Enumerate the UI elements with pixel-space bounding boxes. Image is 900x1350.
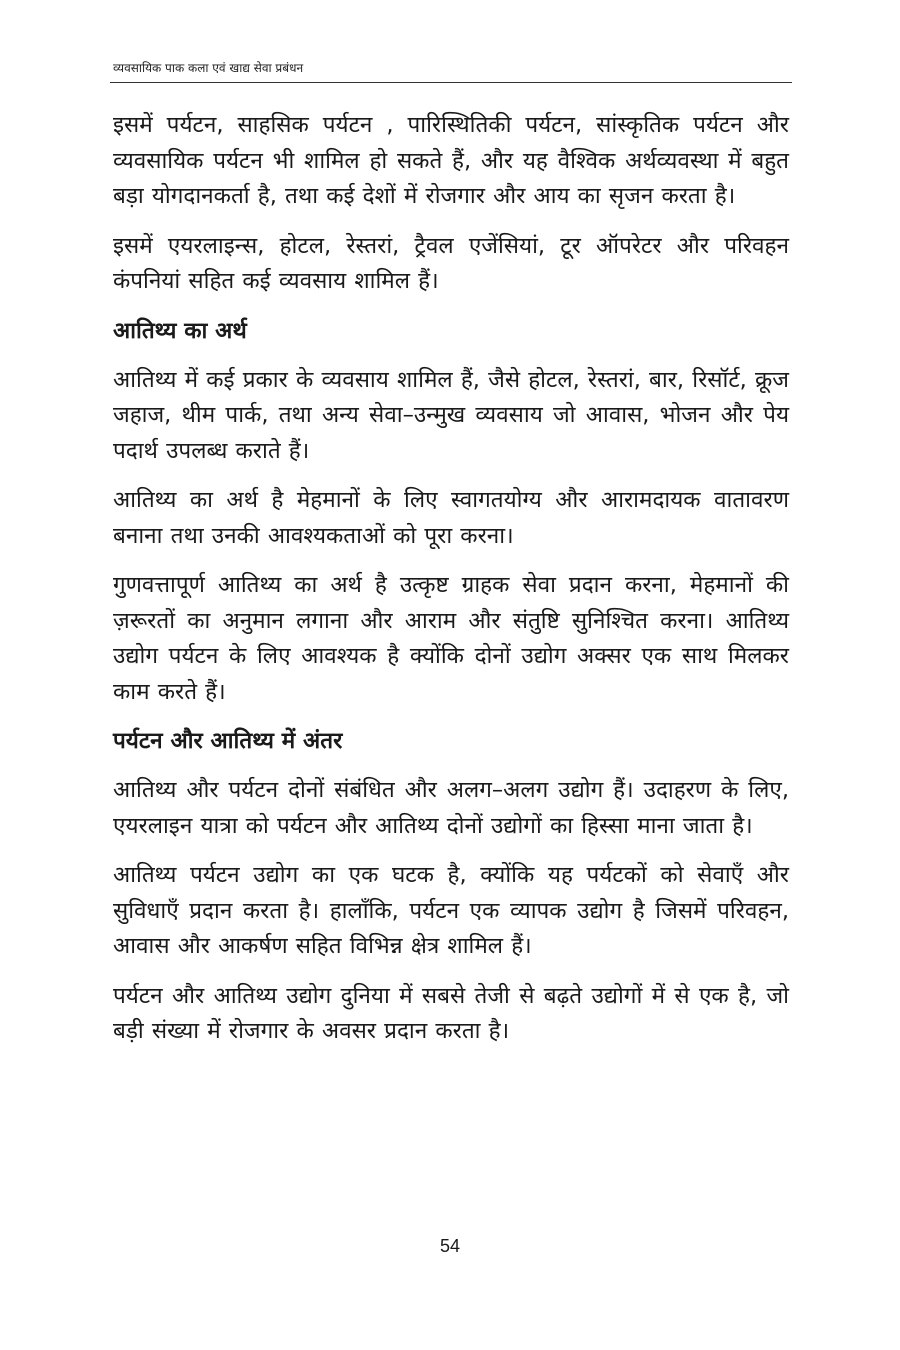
paragraph-tourism-types: इसमें पर्यटन, साहसिक पर्यटन , पारिस्थितिकी पर्यटन, सांस्कृतिक पर्यटन और व्यवसायिक पर्यटन भी शामिल हो सकते हैं, और यह वैश्विक अर्थव्यवस्था में बहुत बड़ा योगदानकर्ता है, तथा कई देशों में रोजगार और आय का सृजन करता है। — [113, 112, 789, 209]
paragraph-hospitality-definition: आतिथ्य का अर्थ है मेहमानों के लिए स्वागतयोग्य और आरामदायक वातावरण बनाना तथा उनकी आवश्यकताओं को पूरा करना। — [113, 487, 789, 549]
paragraph-quality-hospitality: गुणवत्तापूर्ण आतिथ्य का अर्थ है उत्कृष्ट ग्राहक सेवा प्रदान करना, मेहमानों की ज़रूरतों का अनुमान लगाना और आराम और संतुष्टि सुनिश्चित करना। आतिथ्य उद्योग पर्यटन के लिए आवश्यक है क्योंकि दोनों उद्योग अक्सर एक साथ मिलकर काम करते हैं। — [113, 572, 789, 705]
heading-hospitality-meaning: आतिथ्य का अर्थ — [113, 317, 247, 344]
paragraph-hospitality-component: आतिथ्य पर्यटन उद्योग का एक घटक है, क्योंकि यह पर्यटकों को सेवाएँ और सुविधाएँ प्रदान करता है। हालाँकि, पर्यटन एक व्यापक उद्योग है जिसमें परिवहन, आवास और आकर्षण सहित विभिन्न क्षेत्र शामिल हैं। — [113, 862, 789, 959]
paragraph-fastest-growing: पर्यटन और आतिथ्य उद्योग दुनिया में सबसे तेजी से बढ़ते उद्योगों में से एक है, जो बड़ी संख्या में रोजगार के अवसर प्रदान करता है। — [113, 982, 789, 1044]
heading-tourism-vs-hospitality: पर्यटन और आतिथ्य में अंतर — [113, 728, 343, 754]
header-divider — [110, 82, 792, 83]
running-header: व्यवसायिक पाक कला एवं खाद्य सेवा प्रबंधन — [113, 61, 304, 75]
page-number: 54 — [439, 1236, 461, 1256]
paragraph-related-industries: आतिथ्य और पर्यटन दोनों संबंधित और अलग–अलग उद्योग हैं। उदाहरण के लिए, एयरलाइन यात्रा को पर्यटन और आतिथ्य दोनों उद्योगों का हिस्सा माना जाता है। — [113, 777, 789, 839]
paragraph-tourism-businesses: इसमें एयरलाइन्स, होटल, रेस्तरां, ट्रैवल एजेंसियां, टूर ऑपरेटर और परिवहन कंपनियां सहित कई व्यवसाय शामिल हैं। — [113, 232, 789, 294]
paragraph-hospitality-businesses: आतिथ्य में कई प्रकार के व्यवसाय शामिल हैं, जैसे होटल, रेस्तरां, बार, रिसॉर्ट, क्रूज जहाज, थीम पार्क, तथा अन्य सेवा–उन्मुख व्यवसाय जो आवास, भोजन और पेय पदार्थ उपलब्ध कराते हैं। — [113, 366, 789, 464]
page-body — [113, 108, 789, 1064]
